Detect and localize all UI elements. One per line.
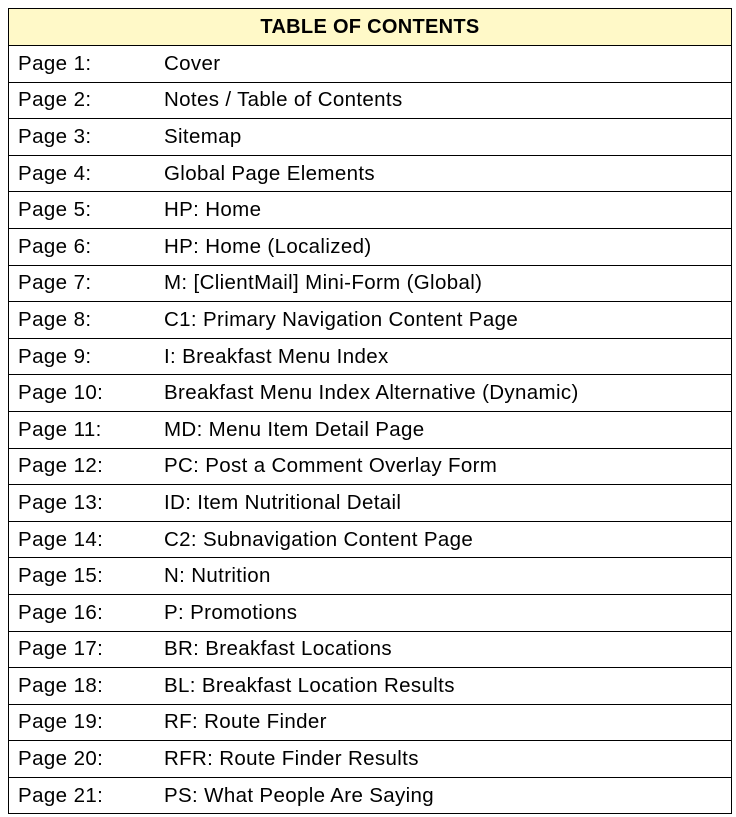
toc-entry xyxy=(9,375,731,411)
toc-entry xyxy=(9,741,731,777)
toc-row xyxy=(9,741,732,778)
toc-entry xyxy=(9,522,731,558)
toc-body xyxy=(9,46,732,814)
toc-page-number: Page 10: xyxy=(18,381,104,405)
toc-page-number: Page 19: xyxy=(18,710,104,734)
toc-cell xyxy=(9,228,732,265)
toc-cell xyxy=(9,741,732,778)
toc-row xyxy=(9,155,732,192)
toc-page-number: Page 5: xyxy=(18,198,92,222)
toc-cell xyxy=(9,338,732,375)
toc-row xyxy=(9,704,732,741)
toc-row xyxy=(9,228,732,265)
toc-entry xyxy=(9,156,731,192)
toc-page-title: PS: What People Are Saying xyxy=(164,783,435,807)
toc-row xyxy=(9,631,732,668)
toc-row xyxy=(9,521,732,558)
toc-page-title: ID: Item Nutritional Detail xyxy=(164,490,402,514)
toc-cell xyxy=(9,411,732,448)
toc-entry xyxy=(9,595,731,631)
toc-cell xyxy=(9,485,732,522)
toc-page-number: Page 2: xyxy=(18,88,92,112)
toc-cell xyxy=(9,46,732,83)
toc-cell xyxy=(9,375,732,412)
toc-page-number: Page 8: xyxy=(18,307,92,331)
toc-row xyxy=(9,265,732,302)
toc-cell xyxy=(9,777,732,814)
toc-page-number: Page 1: xyxy=(18,51,92,75)
toc-page-title: BR: Breakfast Locations xyxy=(164,637,392,661)
toc-entry xyxy=(9,46,731,82)
toc-row xyxy=(9,485,732,522)
toc-page-number: Page 9: xyxy=(18,344,92,368)
toc-entry xyxy=(9,558,731,594)
toc-page-title: RFR: Route Finder Results xyxy=(164,747,419,771)
toc-row xyxy=(9,594,732,631)
toc-cell xyxy=(9,155,732,192)
toc-container xyxy=(8,8,732,814)
toc-row xyxy=(9,558,732,595)
toc-cell xyxy=(9,265,732,302)
toc-page-title: Sitemap xyxy=(164,124,242,148)
toc-page-title: Breakfast Menu Index Alternative (Dynamic) xyxy=(164,381,579,405)
toc-entry xyxy=(9,266,731,302)
toc-page-title: P: Promotions xyxy=(164,600,298,624)
toc-cell xyxy=(9,302,732,339)
toc-cell xyxy=(9,82,732,119)
toc-page-number: Page 14: xyxy=(18,527,104,551)
toc-row xyxy=(9,302,732,339)
toc-row xyxy=(9,411,732,448)
toc-cell xyxy=(9,631,732,668)
toc-row xyxy=(9,46,732,83)
toc-page-number: Page 7: xyxy=(18,271,92,295)
toc-entry xyxy=(9,778,731,814)
toc-page-title: HP: Home (Localized) xyxy=(164,234,372,258)
toc-entry xyxy=(9,119,731,155)
toc-entry xyxy=(9,302,731,338)
table-of-contents xyxy=(8,8,732,814)
toc-page-number: Page 18: xyxy=(18,673,104,697)
toc-row xyxy=(9,192,732,229)
toc-heading: TABLE OF CONTENTS xyxy=(9,9,732,46)
toc-page-title: Global Page Elements xyxy=(164,161,375,185)
toc-page-title: HP: Home xyxy=(164,198,262,222)
toc-entry xyxy=(9,339,731,375)
toc-row xyxy=(9,119,732,156)
toc-row xyxy=(9,668,732,705)
toc-page-number: Page 16: xyxy=(18,600,104,624)
toc-page-title: RF: Route Finder xyxy=(164,710,327,734)
toc-page-title: MD: Menu Item Detail Page xyxy=(164,417,425,441)
toc-entry xyxy=(9,83,731,119)
toc-page-title: C1: Primary Navigation Content Page xyxy=(164,307,519,331)
toc-page-number: Page 4: xyxy=(18,161,92,185)
toc-page-title: Cover xyxy=(164,51,221,75)
toc-entry xyxy=(9,449,731,485)
toc-page-title: Notes / Table of Contents xyxy=(164,88,403,112)
toc-page-number: Page 15: xyxy=(18,564,104,588)
toc-page-number: Page 21: xyxy=(18,783,104,807)
toc-row xyxy=(9,338,732,375)
toc-page-number: Page 6: xyxy=(18,234,92,258)
toc-cell xyxy=(9,448,732,485)
toc-cell xyxy=(9,521,732,558)
toc-page-number: Page 11: xyxy=(18,417,102,441)
toc-row xyxy=(9,448,732,485)
toc-entry xyxy=(9,705,731,741)
toc-row xyxy=(9,82,732,119)
toc-entry xyxy=(9,485,731,521)
toc-page-number: Page 17: xyxy=(18,637,104,661)
toc-cell xyxy=(9,119,732,156)
toc-page-number: Page 3: xyxy=(18,124,92,148)
toc-header-row xyxy=(9,9,732,46)
toc-entry xyxy=(9,192,731,228)
toc-row xyxy=(9,777,732,814)
toc-page-number: Page 20: xyxy=(18,747,104,771)
toc-entry xyxy=(9,412,731,448)
toc-cell xyxy=(9,594,732,631)
toc-page-title: BL: Breakfast Location Results xyxy=(164,673,455,697)
toc-cell xyxy=(9,704,732,741)
toc-page-title: PC: Post a Comment Overlay Form xyxy=(164,454,498,478)
toc-entry xyxy=(9,229,731,265)
toc-entry xyxy=(9,668,731,704)
toc-entry xyxy=(9,632,731,668)
toc-page-title: M: [ClientMail] Mini-Form (Global) xyxy=(164,271,483,295)
toc-page-title: C2: Subnavigation Content Page xyxy=(164,527,474,551)
toc-page-title: N: Nutrition xyxy=(164,564,271,588)
toc-cell xyxy=(9,668,732,705)
toc-cell xyxy=(9,558,732,595)
toc-row xyxy=(9,375,732,412)
toc-page-number: Page 13: xyxy=(18,490,104,514)
toc-page-number: Page 12: xyxy=(18,454,104,478)
toc-page-title: I: Breakfast Menu Index xyxy=(164,344,389,368)
toc-cell xyxy=(9,192,732,229)
